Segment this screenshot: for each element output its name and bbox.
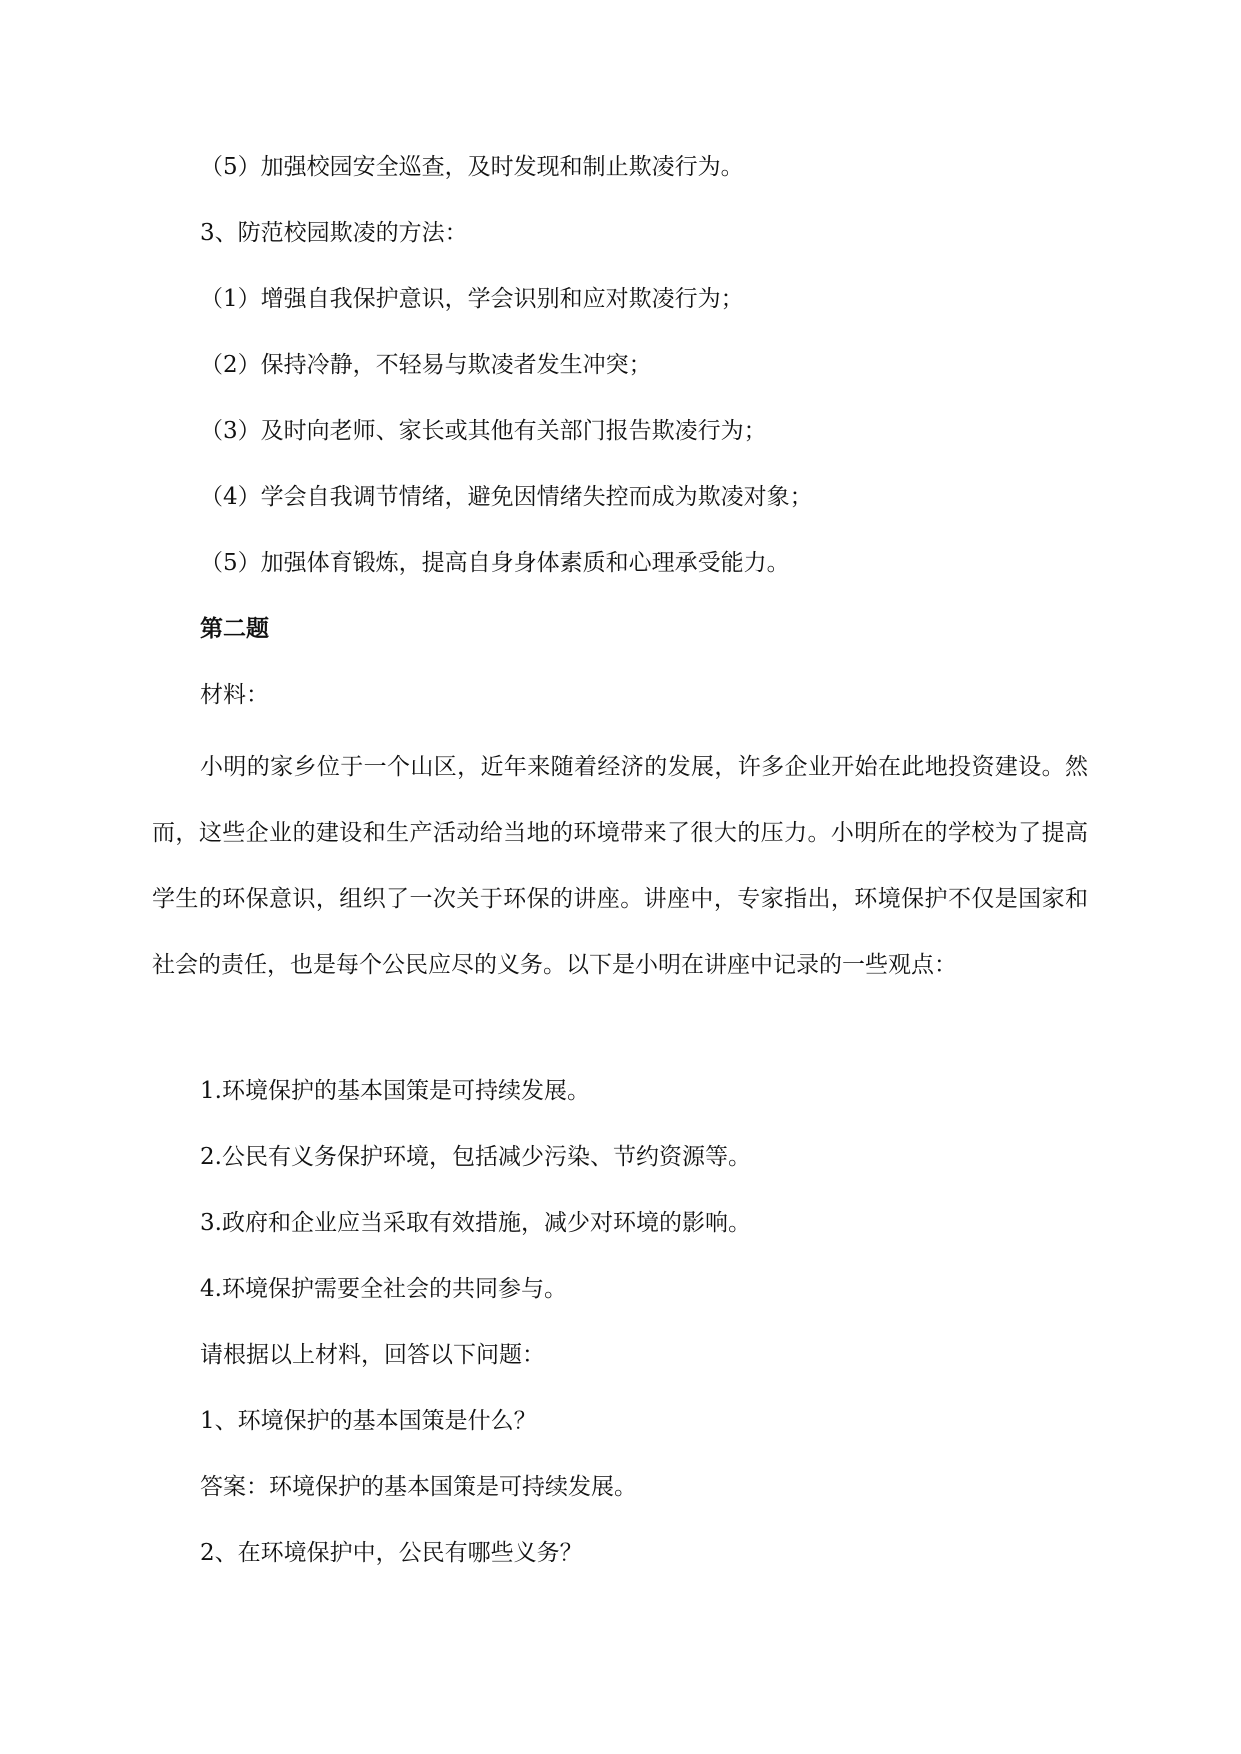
list-item-method-3: （3）及时向老师、家长或其他有关部门报告欺凌行为； bbox=[200, 418, 767, 444]
viewpoint-3: 3.政府和企业应当采取有效措施，减少对环境的影响。 bbox=[200, 1210, 751, 1236]
material-label: 材料： bbox=[200, 682, 269, 708]
list-item-method-5: （5）加强体育锻炼，提高自身身体素质和心理承受能力。 bbox=[200, 550, 790, 576]
answer-1: 答案：环境保护的基本国策是可持续发展。 bbox=[200, 1474, 637, 1500]
list-item-method-4: （4）学会自我调节情绪，避免因情绪失控而成为欺凌对象； bbox=[200, 484, 813, 510]
viewpoint-2: 2.公民有义务保护环境，包括减少污染、节约资源等。 bbox=[200, 1144, 751, 1170]
list-item-prevention-5: （5）加强校园安全巡查，及时发现和制止欺凌行为。 bbox=[200, 154, 744, 180]
list-item-method-1: （1）增强自我保护意识，学会识别和应对欺凌行为； bbox=[200, 286, 744, 312]
heading-prevention-methods: 3、防范校园欺凌的方法： bbox=[200, 220, 468, 246]
question-1: 1、环境保护的基本国策是什么？ bbox=[200, 1408, 537, 1434]
question-prompt: 请根据以上材料，回答以下问题： bbox=[200, 1342, 545, 1368]
list-item-method-2: （2）保持冷静，不轻易与欺凌者发生冲突； bbox=[200, 352, 652, 378]
material-paragraph: 小明的家乡位于一个山区，近年来随着经济的发展，许多企业开始在此地投资建设。然而，这些企业的建设和生产活动给当地的环境带来了很大的压力。小明所在的学校为了提高学生的环保意识，组织了一次关于环保的讲座。讲座中，专家指出，环境保护不仅是国家和社会的责任，也是每个公民应尽的义务。以下是小明在讲座中记录的一些观点： bbox=[152, 754, 1088, 978]
viewpoint-1: 1.环境保护的基本国策是可持续发展。 bbox=[200, 1078, 590, 1104]
section-title: 第二题 bbox=[200, 615, 269, 642]
question-2: 2、在环境保护中，公民有哪些义务？ bbox=[200, 1540, 583, 1566]
viewpoint-4: 4.环境保护需要全社会的共同参与。 bbox=[200, 1276, 567, 1302]
